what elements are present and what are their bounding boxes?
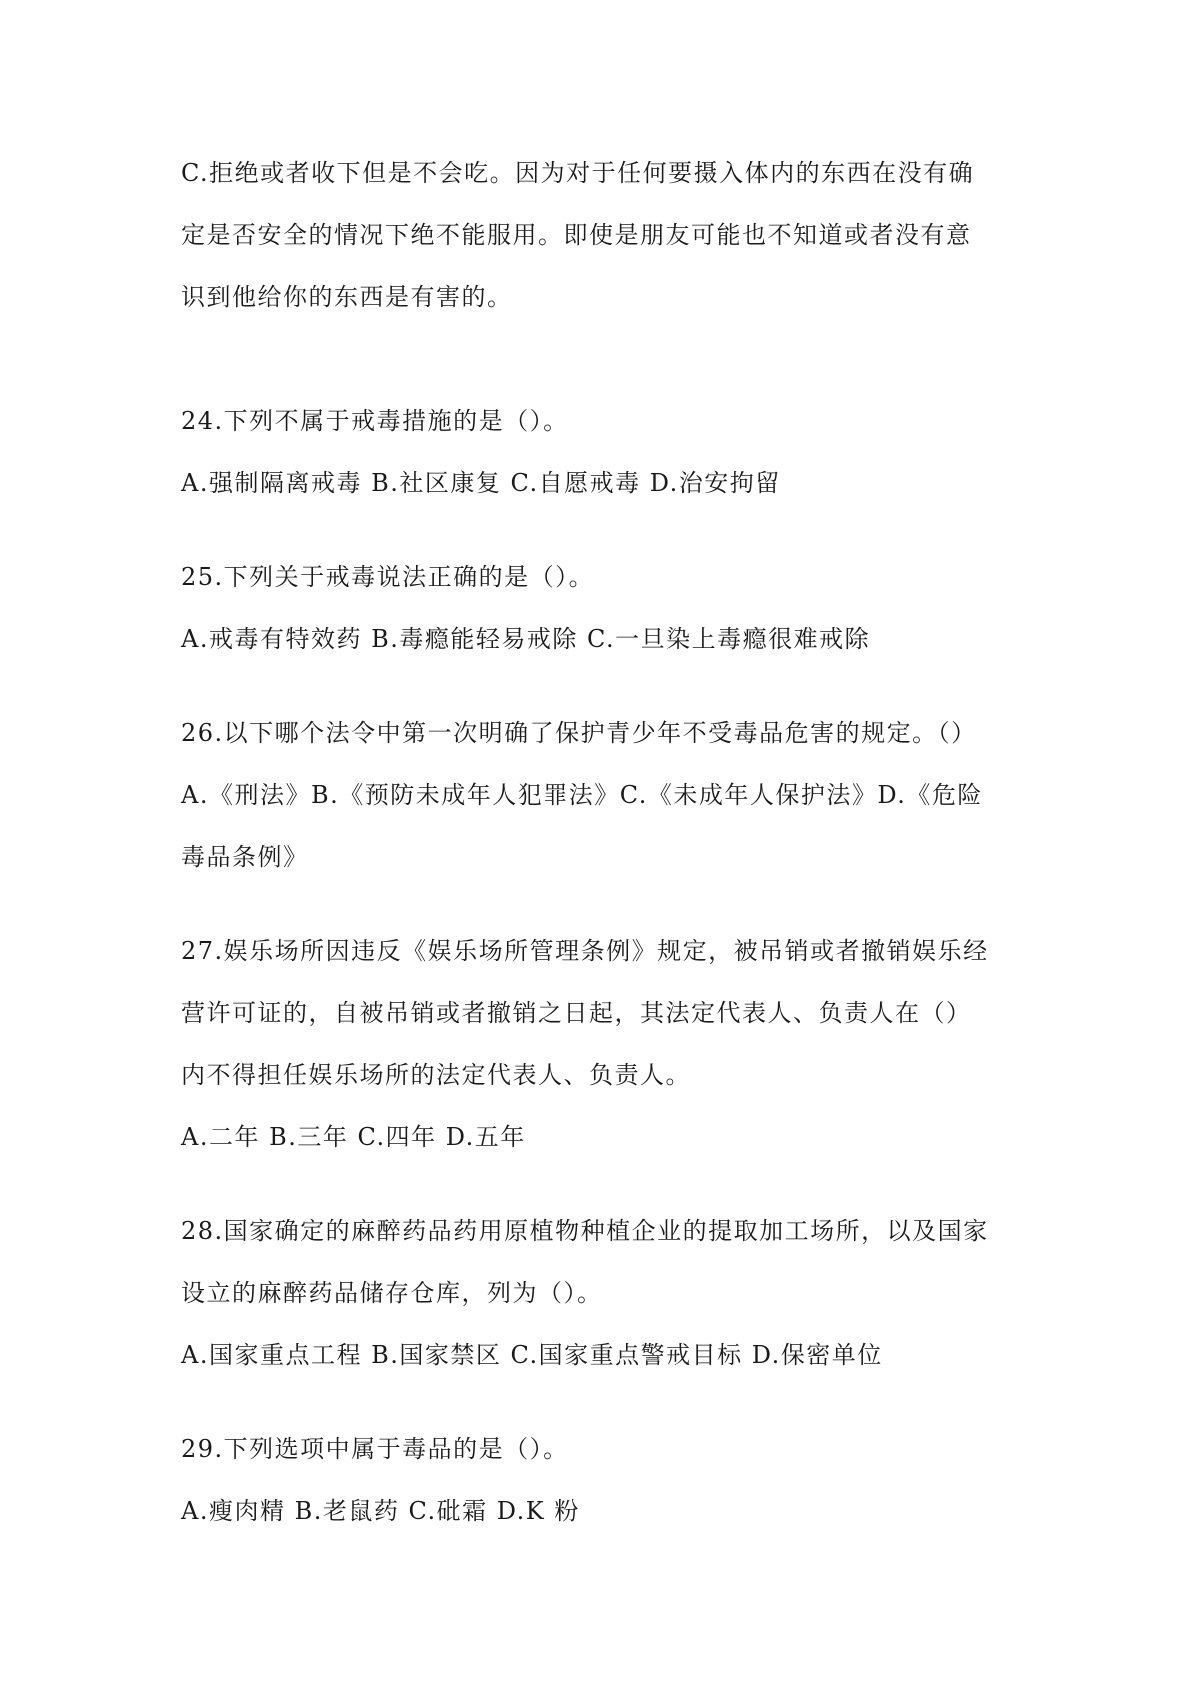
intro-line-2: 定是否安全的情况下绝不能服用。即使是朋友可能也不知道或者没有意 <box>181 221 972 249</box>
intro-line-3: 识到他给你的东西是有害的。 <box>181 283 513 311</box>
question-28-stem-line-2: 设立的麻醉药品储存仓库，列为（）。 <box>181 1279 603 1307</box>
question-24-options: A.强制隔离戒毒 B.社区康复 C.自愿戒毒 D.治安拘留 <box>181 469 781 497</box>
question-28-options: A.国家重点工程 B.国家禁区 C.国家重点警戒目标 D.保密单位 <box>181 1341 883 1369</box>
question-25-options: A.戒毒有特效药 B.毒瘾能轻易戒除 C.一旦染上毒瘾很难戒除 <box>181 625 871 653</box>
question-27-options: A.二年 B.三年 C.四年 D.五年 <box>181 1123 526 1151</box>
question-25-stem: 25.下列关于戒毒说法正确的是（）。 <box>181 563 595 591</box>
question-24-stem: 24.下列不属于戒毒措施的是（）。 <box>181 407 569 435</box>
question-26-options-line-2: 毒品条例》 <box>181 843 309 871</box>
question-28-stem-line-1: 28.国家确定的麻醉药品药用原植物种植企业的提取加工场所，以及国家 <box>181 1217 989 1245</box>
question-26-options-line-1: A.《刑法》B.《预防未成年人犯罪法》C.《未成年人保护法》D.《危险 <box>181 781 983 809</box>
intro-line-1: C.拒绝或者收下但是不会吃。因为对于任何要摄入体内的东西在没有确 <box>181 159 975 187</box>
question-27-stem-line-2: 营许可证的，自被吊销或者撤销之日起，其法定代表人、负责人在（） <box>181 999 972 1027</box>
question-29-options: A.瘦肉精 B.老鼠药 C.砒霜 D.K 粉 <box>181 1497 580 1525</box>
question-26-stem: 26.以下哪个法令中第一次明确了保护青少年不受毒品危害的规定。（） <box>181 719 977 747</box>
question-27-stem-line-1: 27.娱乐场所因违反《娱乐场所管理条例》规定，被吊销或者撤销娱乐经 <box>181 937 989 965</box>
question-29-stem: 29.下列选项中属于毒品的是（）。 <box>181 1435 569 1463</box>
question-27-stem-line-3: 内不得担任娱乐场所的法定代表人、负责人。 <box>181 1061 691 1089</box>
